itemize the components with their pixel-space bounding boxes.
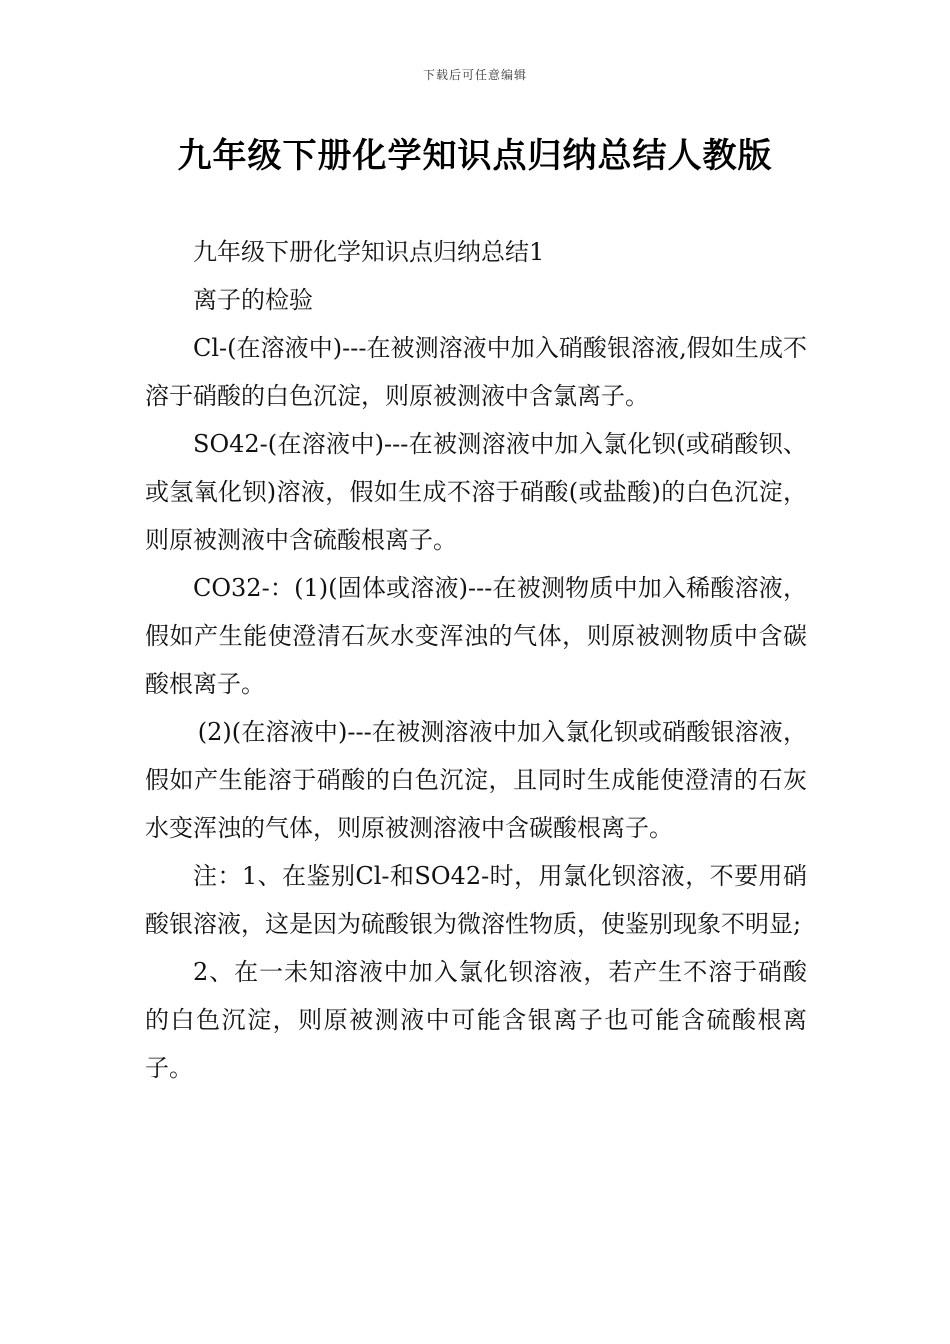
paragraph-sulfate-test: SO42-(在溶液中)---在被测溶液中加入氯化钡(或硝酸钡、或氢氧化钡)溶液，假如生成不溶于硝酸(或盐酸)的白色沉淀，则原被测液中含硫酸根离子。: [145, 430, 807, 554]
paragraph-carbonate-test-1: CO32-：(1)(固体或溶液)---在被测物质中加入稀酸溶液，假如产生能使澄清石灰水变浑浊的气体，则原被测物质中含碳酸根离子。: [145, 574, 807, 698]
section-heading: 九年级下册化学知识点归纳总结1: [193, 238, 545, 266]
paragraph-note-2: 2、在一未知溶液中加入氯化钡溶液，若产生不溶于硝酸的白色沉淀，则原被测液中可能含银离子也可能含硫酸根离子。: [145, 958, 807, 1082]
header-note: 下载后可任意编辑: [422, 68, 527, 82]
paragraph-note-1: 注：1、在鉴别Cl-和SO42-时，用氯化钡溶液，不要用硝酸银溶液，这是因为硫酸银为微溶性物质，使鉴别现象不明显;: [145, 862, 807, 938]
paragraph-chloride-test: Cl-(在溶液中)---在被测溶液中加入硝酸银溶液,假如生成不溶于硝酸的白色沉淀，则原被测液中含氯离子。: [145, 334, 807, 410]
subsection-heading: 离子的检验: [193, 286, 313, 314]
paragraph-carbonate-test-2: (2)(在溶液中)---在被测溶液中加入氯化钡或硝酸银溶液，假如产生能溶于硝酸的白色沉淀，且同时生成能使澄清的石灰水变浑浊的气体，则原被测溶液中含碳酸根离子。: [145, 718, 807, 842]
document-title: 九年级下册化学知识点归纳总结人教版: [177, 136, 773, 176]
document-body: [145, 228, 807, 1092]
